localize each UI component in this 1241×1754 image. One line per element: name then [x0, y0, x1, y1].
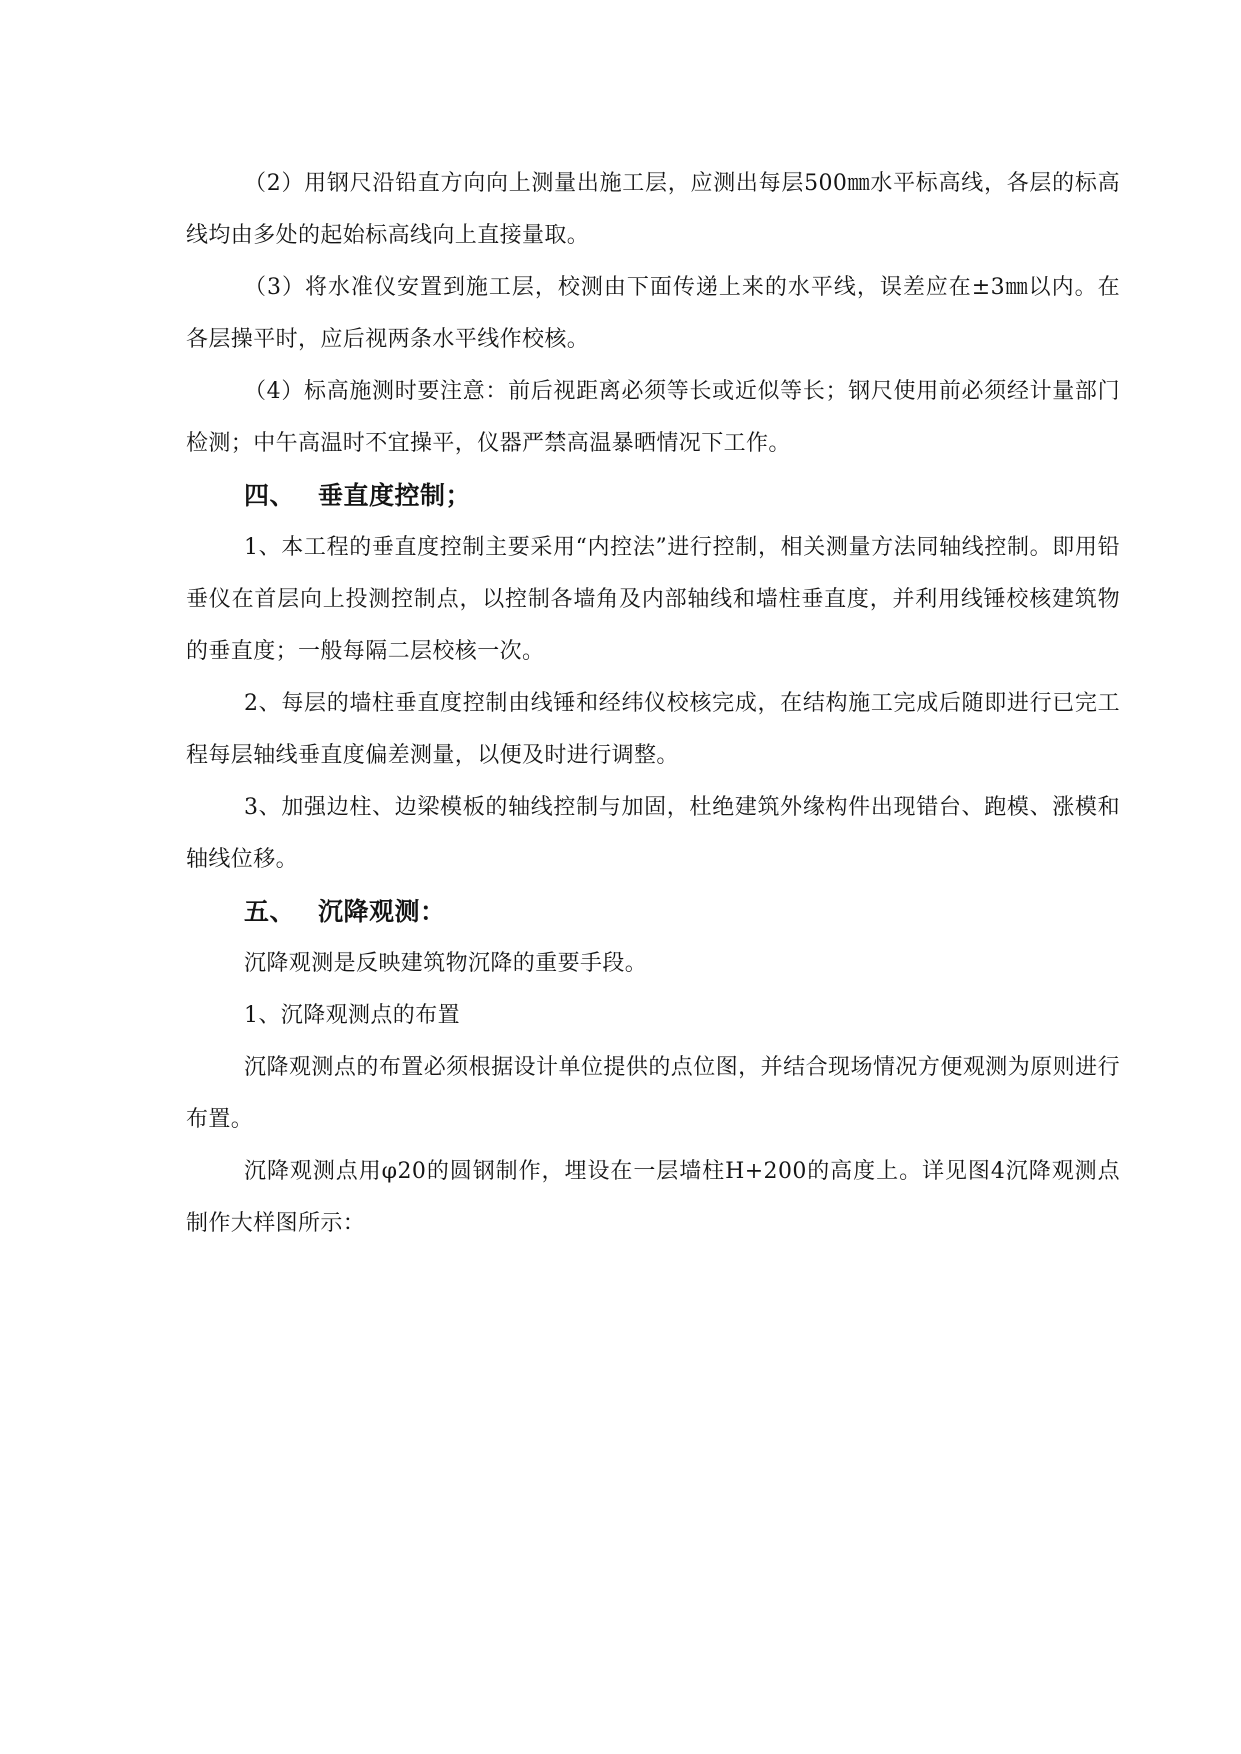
- section-heading-settlement: [186, 886, 1120, 938]
- paragraph-verticality-3: 3、加强边柱、边梁模板的轴线控制与加固，杜绝建筑外缘构件出现错台、跑模、涨模和轴线位移。: [186, 795, 1120, 872]
- section-title: 沉降观测：: [318, 897, 446, 926]
- paragraph-verticality-1: 1、本工程的垂直度控制主要采用“内控法”进行控制，相关测量方法同轴线控制。即用铅垂仪在首层向上投测控制点，以控制各墙角及内部轴线和墙柱垂直度，并利用线锤校核建筑物的垂直度；一般每隔二层校核一次。: [186, 535, 1120, 664]
- paragraph-elevation-step-4: （4）标高施测时要注意：前后视距离必须等长或近似等长；钢尺使用前必须经计量部门检测；中午高温时不宜操平，仪器严禁高温暴晒情况下工作。: [186, 379, 1120, 456]
- paragraph-settlement-intro: 沉降观测是反映建筑物沉降的重要手段。: [244, 951, 648, 976]
- paragraph-settlement-point-detail: 沉降观测点用φ20的圆钢制作，埋设在一层墙柱H+200的高度上。详见图4沉降观测点制作大样图所示：: [186, 1159, 1120, 1236]
- section-heading-verticality: [186, 470, 1120, 522]
- section-title: 垂直度控制；: [318, 481, 472, 510]
- document-body: [186, 158, 1120, 1250]
- paragraph-verticality-2: 2、每层的墙柱垂直度控制由线锤和经纬仪校核完成，在结构施工完成后随即进行已完工程每层轴线垂直度偏差测量，以便及时进行调整。: [186, 691, 1120, 768]
- paragraph-elevation-step-2: （2）用钢尺沿铅直方向向上测量出施工层，应测出每层500㎜水平标高线，各层的标高线均由多处的起始标高线向上直接量取。: [186, 171, 1120, 248]
- paragraph-settlement-subheading: 1、沉降观测点的布置: [244, 1003, 460, 1028]
- section-number: 四、: [244, 481, 296, 510]
- paragraph-elevation-step-3: （3）将水准仪安置到施工层，校测由下面传递上来的水平线，误差应在±3㎜以内。在各层操平时，应后视两条水平线作校核。: [186, 275, 1120, 352]
- section-number: 五、: [244, 897, 296, 926]
- paragraph-settlement-layout: 沉降观测点的布置必须根据设计单位提供的点位图，并结合现场情况方便观测为原则进行布置。: [186, 1055, 1120, 1132]
